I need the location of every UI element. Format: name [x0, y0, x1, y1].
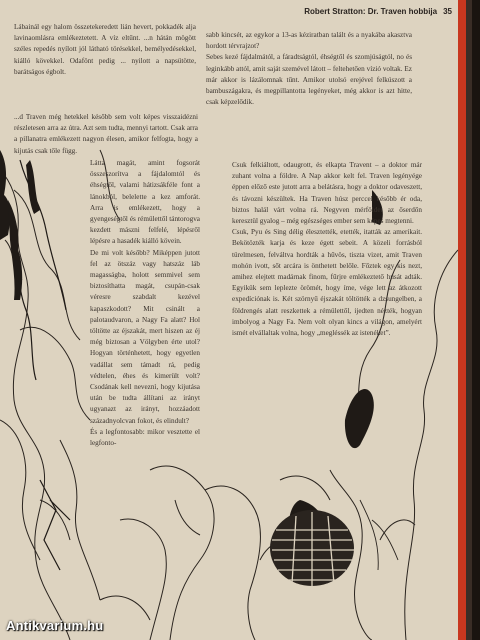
left-column-block-1 [14, 22, 196, 102]
paragraph: sabb kincsét, az egykor a 13-as kéziratban talált és a nyakába akasztva hordott térvrajzot? [206, 31, 412, 51]
paragraph: De mi volt később? Miképpen jutott fel az ötszáz vagy hatszáz láb magasságba, holott semmivel sem biztosíthatta magát, csupán-csak véresre szabdalt kezével kapaszkodott? Mit csinált a palotaudvaron, a Nagy Fa alatt? Hol töltötte az éjszakát, mert hiszen az éj még biztosan a Völgyben érte utol? Hogyan történhetett, hogy egyetlen vadállat sem támadt rá, pedig védtelen, éhes és kimerült volt? Csodának kell neveznì, hogy kijutása után be tudta állítani az irányt ugyanazt az irányt, hozzáadott századnyolcvan fokot, és elindult? [90, 248, 200, 425]
page-number: 35 [443, 7, 452, 16]
shell-figure [270, 510, 354, 586]
running-head-title: Robert Stratton: Dr. Traven hobbija [304, 7, 438, 16]
left-column-narrow [90, 158, 200, 598]
paragraph: Sebes kezé fájdalmától, a fáradtságtól, éhségtől és szomjúságtól, no és leginkább attól, amit saját szemével látott – feltehetően vízió voltak. Ez már akkor is lázálomnak tűnt. Amikor utolsó erejével felkúszott a bambuszágakra, és megpillantotta legényeket, még akkor is azt hitte, csak képzelődik. [206, 53, 412, 107]
plant-bottom-right [360, 500, 398, 570]
watermark: Antikvarium.hu [6, 618, 104, 633]
book-spine-edge [458, 0, 480, 640]
paragraph: Lábainál egy halom összetekeredett lián hevert, pokkadék alja lavinaomlásra emlékeztetett. A víz eltűnt. ...n hátán mögött széles repedés nyílott jól látható törésekkel, bemélyedésekkel, kiálló kövekkel. Odafönt pedig ... nyilott a napsütötte, barátságos égbolt. [14, 23, 196, 76]
paragraph: És a legfontosabb: mikor vesztette el legfonto- [90, 427, 200, 448]
paragraph: Csuk, Pyu és Sing délig élesztették, etették, itatták az amerikait. Bekötözték karja és keze égett sebeit. A közeli forrásból türelmesen, felváltva hordták a hűvös, tiszta vizet, amit Traven mohón ivott, sőt arcára is önthetett belőle. Főztek egy kis nezt, amihez elejtett madárnak finom, fűrjre emlékeztető húsát adták. Egyikük sem leplezte örömét, hogy íme, vége lett az átkozott expedíciónak is. Két szörnyű éjszakát töltötték a dzsungelben, a földrengés alatt reszkettek a rémülettől, ijedten nézték, hogyan imbolyog a Nagy Fa. Nem volt olyan kincs a világon, amelyért ismét elvállaltak volna, hogy „megléssék az istenéket”. [232, 228, 422, 338]
right-column-top [206, 30, 412, 160]
vines-left [12, 160, 70, 570]
paragraph: ...d Traven még hetekkel később sem volt képes visszaidézni részletesen arra az útra. Azt sem tudta, mennyi tartott. Csak arra a pillanatra emlékezett nagyon élesen, amikor felfogta, hogy a kijutás csak tőle függ. [14, 113, 198, 155]
paragraph: Látta magát, amint fogsorát összeszorítva a fájdalomtól és éhségtől, valami hátizsákféle font a lánokból, belelette a kez amforát. Arra is emlékezett, hogy a gyengeségtől és rémülettől tántorogva kezdett mászni felfelé, lépésről lépésre a hasadék kiálló kövein. [90, 159, 200, 246]
paragraph: Csuk felkiáltott, odaugrott, és elkapta Travent – a doktor már zuhant volna a földre. A Nap akkor kelt fel. Traven legényége éppen előző este jutott arra a belátásra, hogy a doktor odaveszett, és távozni készültek. Ha Traven húsz perccel később ér oda, biztos halál várt volna rá. Negyven mérföldet az őserdőn keresztül gyalog – még egészséges ember sem képes megtenni. [232, 161, 422, 226]
left-column-block-2 [14, 112, 198, 158]
right-column-main [232, 160, 422, 480]
roots-left [0, 150, 40, 300]
